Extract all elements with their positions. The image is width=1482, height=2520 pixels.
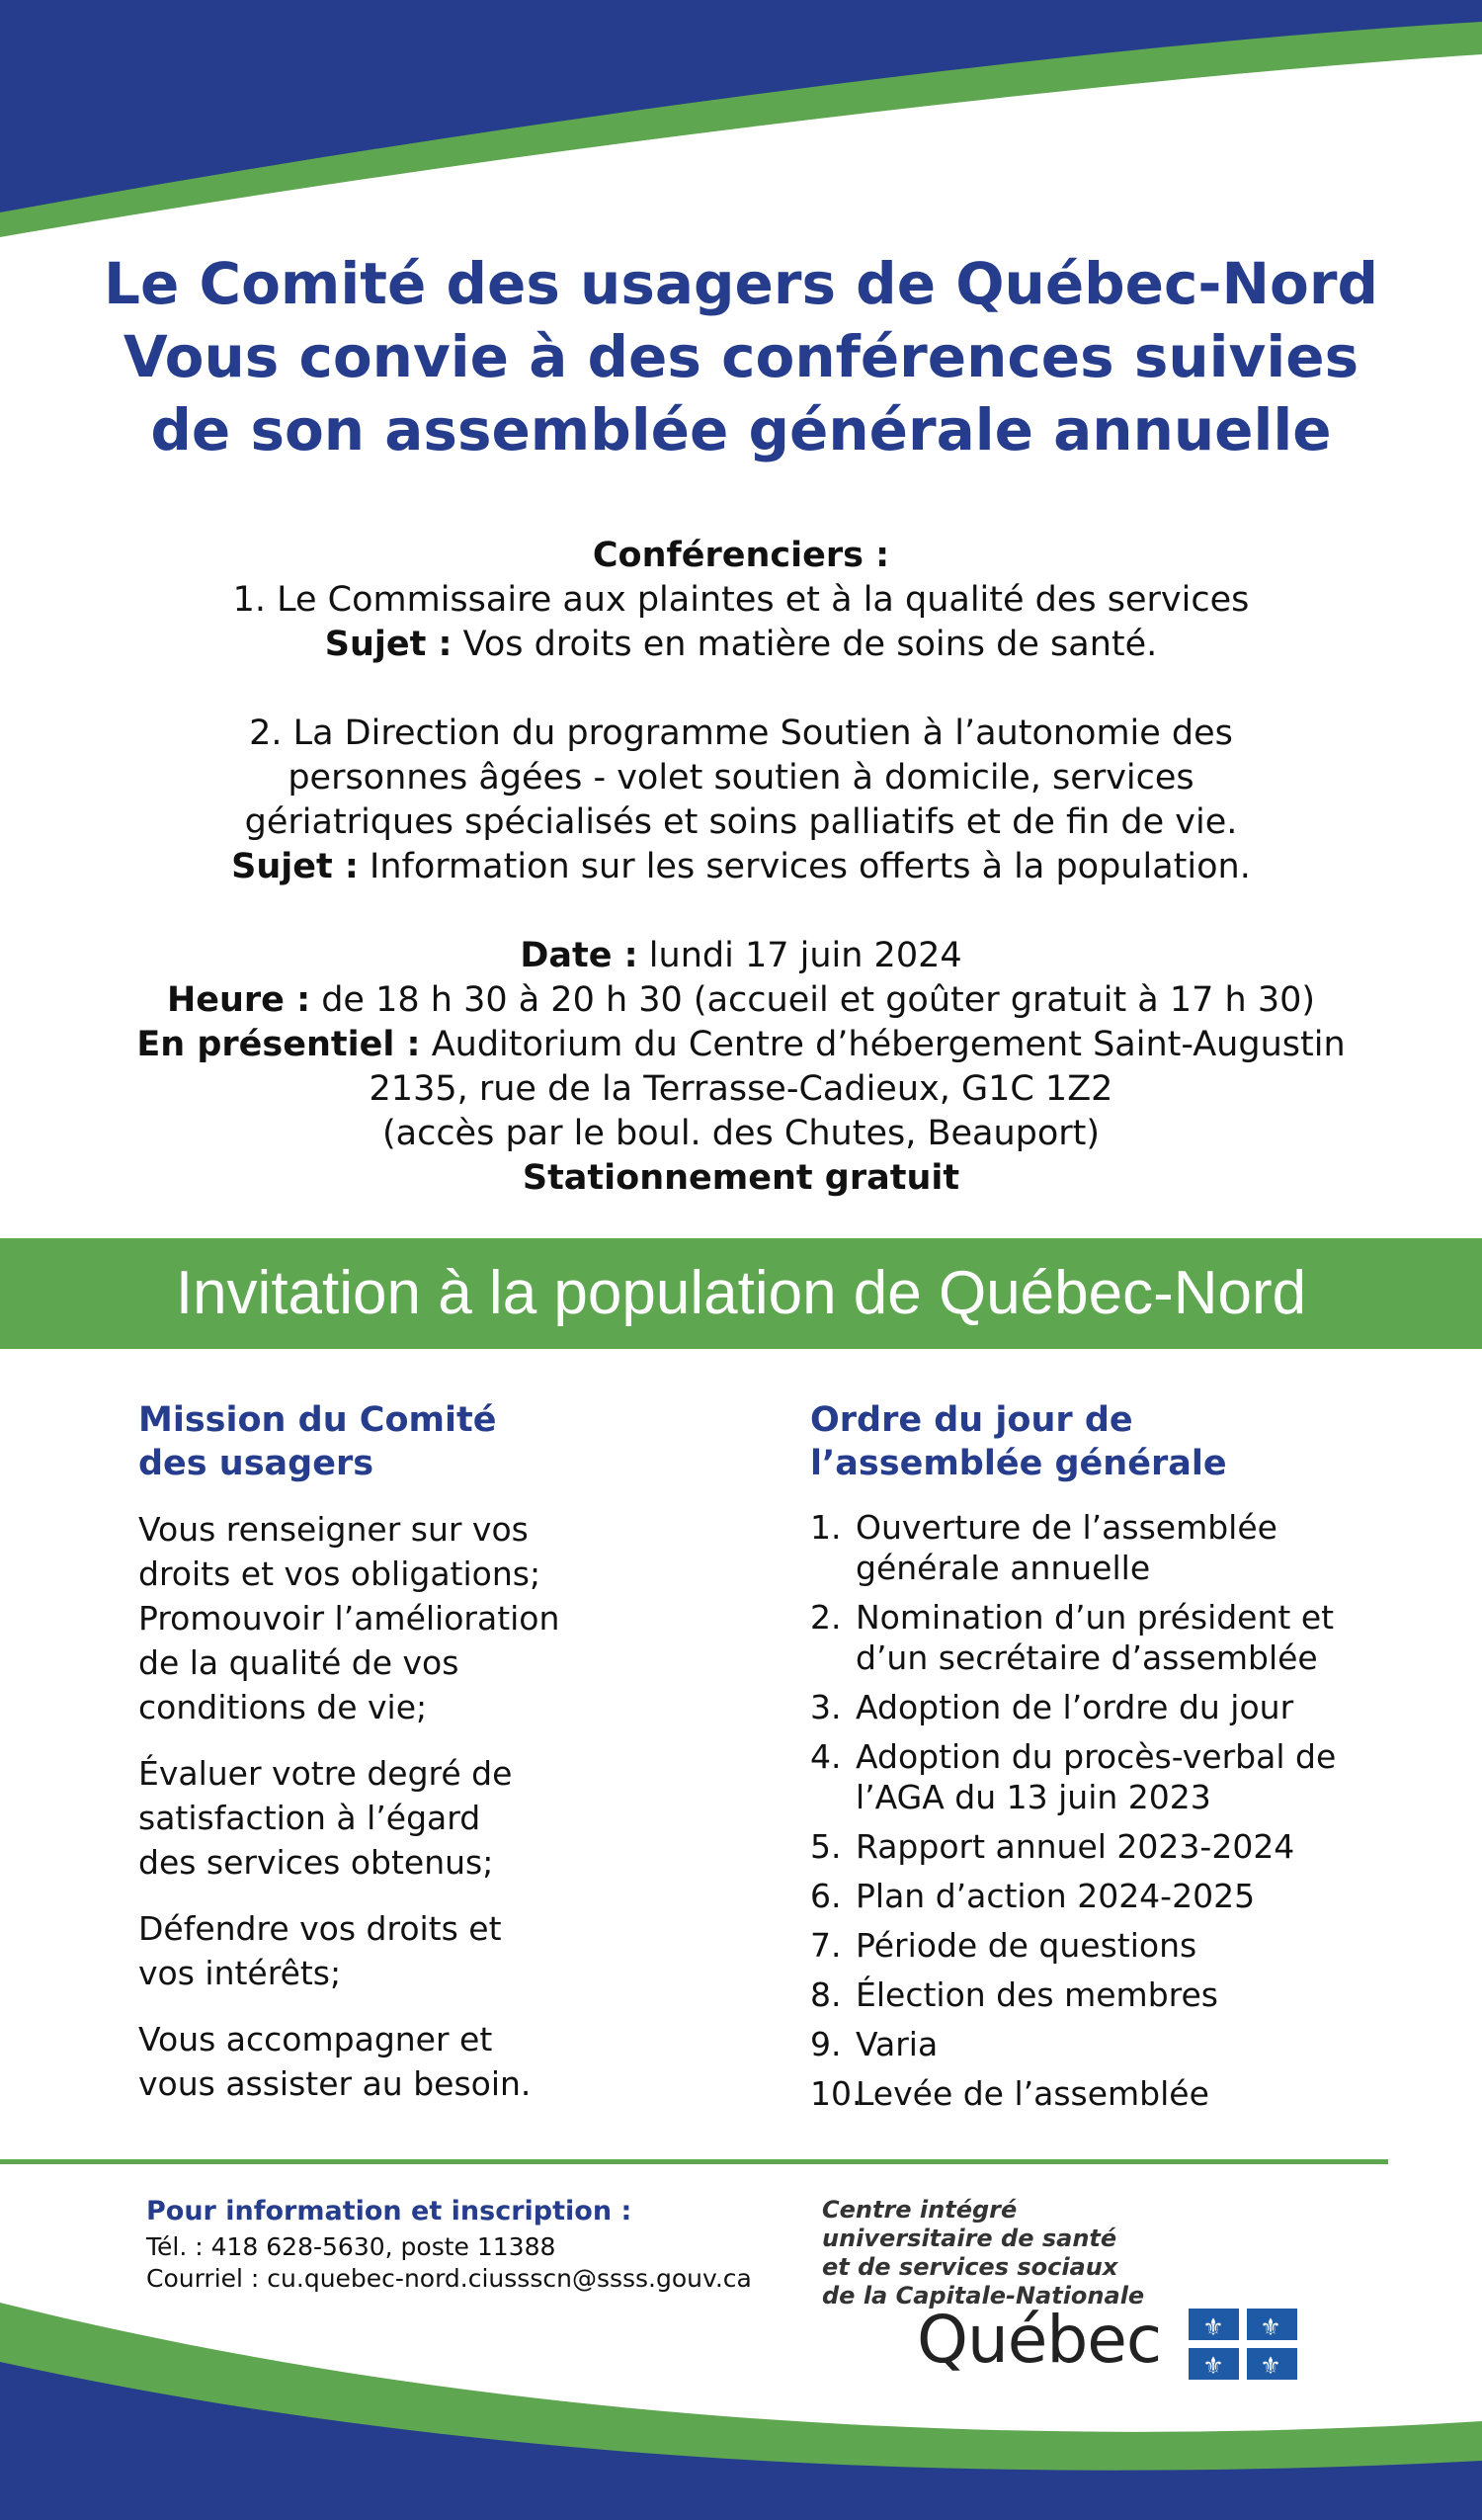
agenda-item-text: Adoption de l’ordre du jour — [856, 1688, 1294, 1726]
agenda-item — [810, 1597, 1423, 1678]
title-line-1: Le Comité des usagers de Québec-Nord — [104, 250, 1378, 317]
agenda-item — [810, 1925, 1423, 1966]
agenda-item-text: Rapport annuel 2023-2024 — [856, 1827, 1295, 1866]
agenda-item-number: 10. — [810, 2074, 863, 2113]
agenda-item — [810, 1826, 1423, 1867]
subject-text: Information sur les services offerts à la population. — [358, 847, 1251, 886]
agenda-item-number: 1. — [810, 1508, 842, 1547]
organization-name — [822, 2196, 1316, 2310]
bottom-wave-decoration — [0, 2303, 1482, 2520]
event-details — [99, 934, 1383, 1201]
speaker-2-line-2: personnes âgées - volet soutien à domicile, services — [288, 758, 1194, 798]
mission-title — [138, 1398, 496, 1485]
contact-title: Pour information et inscription : — [146, 2196, 632, 2226]
mission-title-line-1: Mission du Comité — [138, 1400, 497, 1440]
agenda-item-text: Varia — [856, 2025, 939, 2063]
svg-text:⚜: ⚜ — [1202, 2313, 1224, 2341]
subject-label: Sujet : — [324, 625, 453, 664]
place-value: Auditorium du Centre d’hébergement Saint-Augustin — [420, 1025, 1346, 1064]
speaker-2-line-3: gériatriques spécialisés et soins palliatifs et de fin de vie. — [244, 802, 1238, 842]
event-time — [99, 978, 1383, 1023]
quebec-logo-text: Québec — [917, 2302, 1162, 2378]
agenda-item-text: Ouverture de l’assemblée générale annuelle — [856, 1508, 1277, 1587]
event-access: (accès par le boul. des Chutes, Beauport) — [381, 1114, 1101, 1153]
agenda-item-text: Adoption du procès-verbal de l’AGA du 13 juin 2023 — [856, 1737, 1337, 1816]
agenda-item — [810, 1974, 1423, 2015]
agenda-title-line-2: l’assemblée générale — [810, 1444, 1227, 1483]
agenda-item — [810, 1507, 1423, 1588]
org-line: universitaire de santé — [822, 2225, 1117, 2252]
place-label: En présentiel : — [136, 1025, 421, 1064]
svg-text:⚜: ⚜ — [1260, 2352, 1281, 2380]
org-line: et de services sociaux — [822, 2253, 1118, 2281]
agenda-item — [810, 2073, 1423, 2114]
agenda-item-number: 5. — [810, 1827, 842, 1866]
org-line: Centre intégré — [822, 2196, 1018, 2224]
agenda-item-number: 2. — [810, 1598, 842, 1637]
mission-paragraph: Défendre vos droits et vos intérêts; — [138, 1909, 502, 1992]
agenda-item-text: Élection des membres — [856, 1975, 1218, 2014]
footer-divider — [0, 2159, 1388, 2164]
subject-label: Sujet : — [231, 847, 359, 886]
agenda-item-number: 3. — [810, 1688, 842, 1726]
mission-list — [138, 1507, 751, 2128]
agenda-item — [810, 1687, 1423, 1727]
mission-paragraph: Évaluer votre degré de satisfaction à l’égard des services obtenus; — [138, 1754, 513, 1882]
agenda-item-number: 4. — [810, 1737, 842, 1776]
mission-paragraph: Vous accompagner et vous assister au besoin. — [138, 2020, 532, 2103]
speakers-section — [99, 534, 1383, 889]
agenda-item-text: Période de questions — [856, 1926, 1197, 1965]
agenda-item-text: Plan d’action 2024-2025 — [856, 1877, 1256, 1915]
event-date — [99, 934, 1383, 978]
speaker-1-subject — [99, 623, 1383, 667]
agenda-title — [810, 1398, 1227, 1485]
agenda-item-number: 6. — [810, 1877, 842, 1915]
agenda-item — [810, 1876, 1423, 1916]
agenda-item-text: Levée de l’assemblée — [856, 2074, 1209, 2113]
mission-paragraph: Vous renseigner sur vos droits et vos obligations; Promouvoir l’amélioration de la qualité de vos conditions de vie; — [138, 1510, 560, 1726]
agenda-item-number: 8. — [810, 1975, 842, 2014]
title-line-2: Vous convie à des conférences suivies — [123, 323, 1359, 390]
org-line: de la Capitale-Nationale — [822, 2282, 1145, 2310]
agenda-item — [810, 1736, 1423, 1817]
date-label: Date : — [520, 936, 638, 975]
agenda-title-line-1: Ordre du jour de — [810, 1400, 1133, 1440]
top-wave-decoration — [0, 0, 1482, 257]
speakers-heading: Conférenciers : — [592, 536, 890, 575]
speaker-1-line: 1. Le Commissaire aux plaintes et à la qualité des services — [232, 580, 1250, 620]
event-place — [99, 1023, 1383, 1067]
agenda-item-number: 9. — [810, 2025, 842, 2063]
event-address: 2135, rue de la Terrasse-Cadieux, G1C 1Z2 — [369, 1069, 1113, 1109]
speaker-2-line-1: 2. La Direction du programme Soutien à l’autonomie des — [249, 714, 1233, 753]
event-parking: Stationnement gratuit — [522, 1158, 960, 1198]
subject-text: Vos droits en matière de soins de santé. — [452, 625, 1158, 664]
mission-title-line-2: des usagers — [138, 1444, 374, 1483]
agenda-item-text: Nomination d’un président et d’un secrétaire d’assemblée — [856, 1598, 1335, 1677]
contact-email[interactable]: Courriel : cu.quebec-nord.ciussscn@ssss.gouv.ca — [146, 2264, 752, 2293]
speaker-2-subject — [99, 845, 1383, 889]
svg-text:⚜: ⚜ — [1260, 2313, 1281, 2341]
time-value: de 18 h 30 à 20 h 30 (accueil et goûter gratuit à 17 h 30) — [310, 980, 1316, 1020]
title-line-3: de son assemblée générale annuelle — [150, 396, 1332, 463]
agenda-item — [810, 2024, 1423, 2064]
invitation-banner: Invitation à la population de Québec-Nord — [0, 1238, 1482, 1349]
time-label: Heure : — [166, 980, 311, 1020]
date-value: lundi 17 juin 2024 — [637, 936, 962, 975]
agenda-item-number: 7. — [810, 1926, 842, 1965]
contact-phone[interactable]: Tél. : 418 628-5630, poste 11388 — [146, 2232, 556, 2261]
page-title — [59, 247, 1423, 466]
agenda-list — [810, 1507, 1423, 2123]
svg-text:⚜: ⚜ — [1202, 2352, 1224, 2380]
contact-block — [146, 2192, 838, 2295]
